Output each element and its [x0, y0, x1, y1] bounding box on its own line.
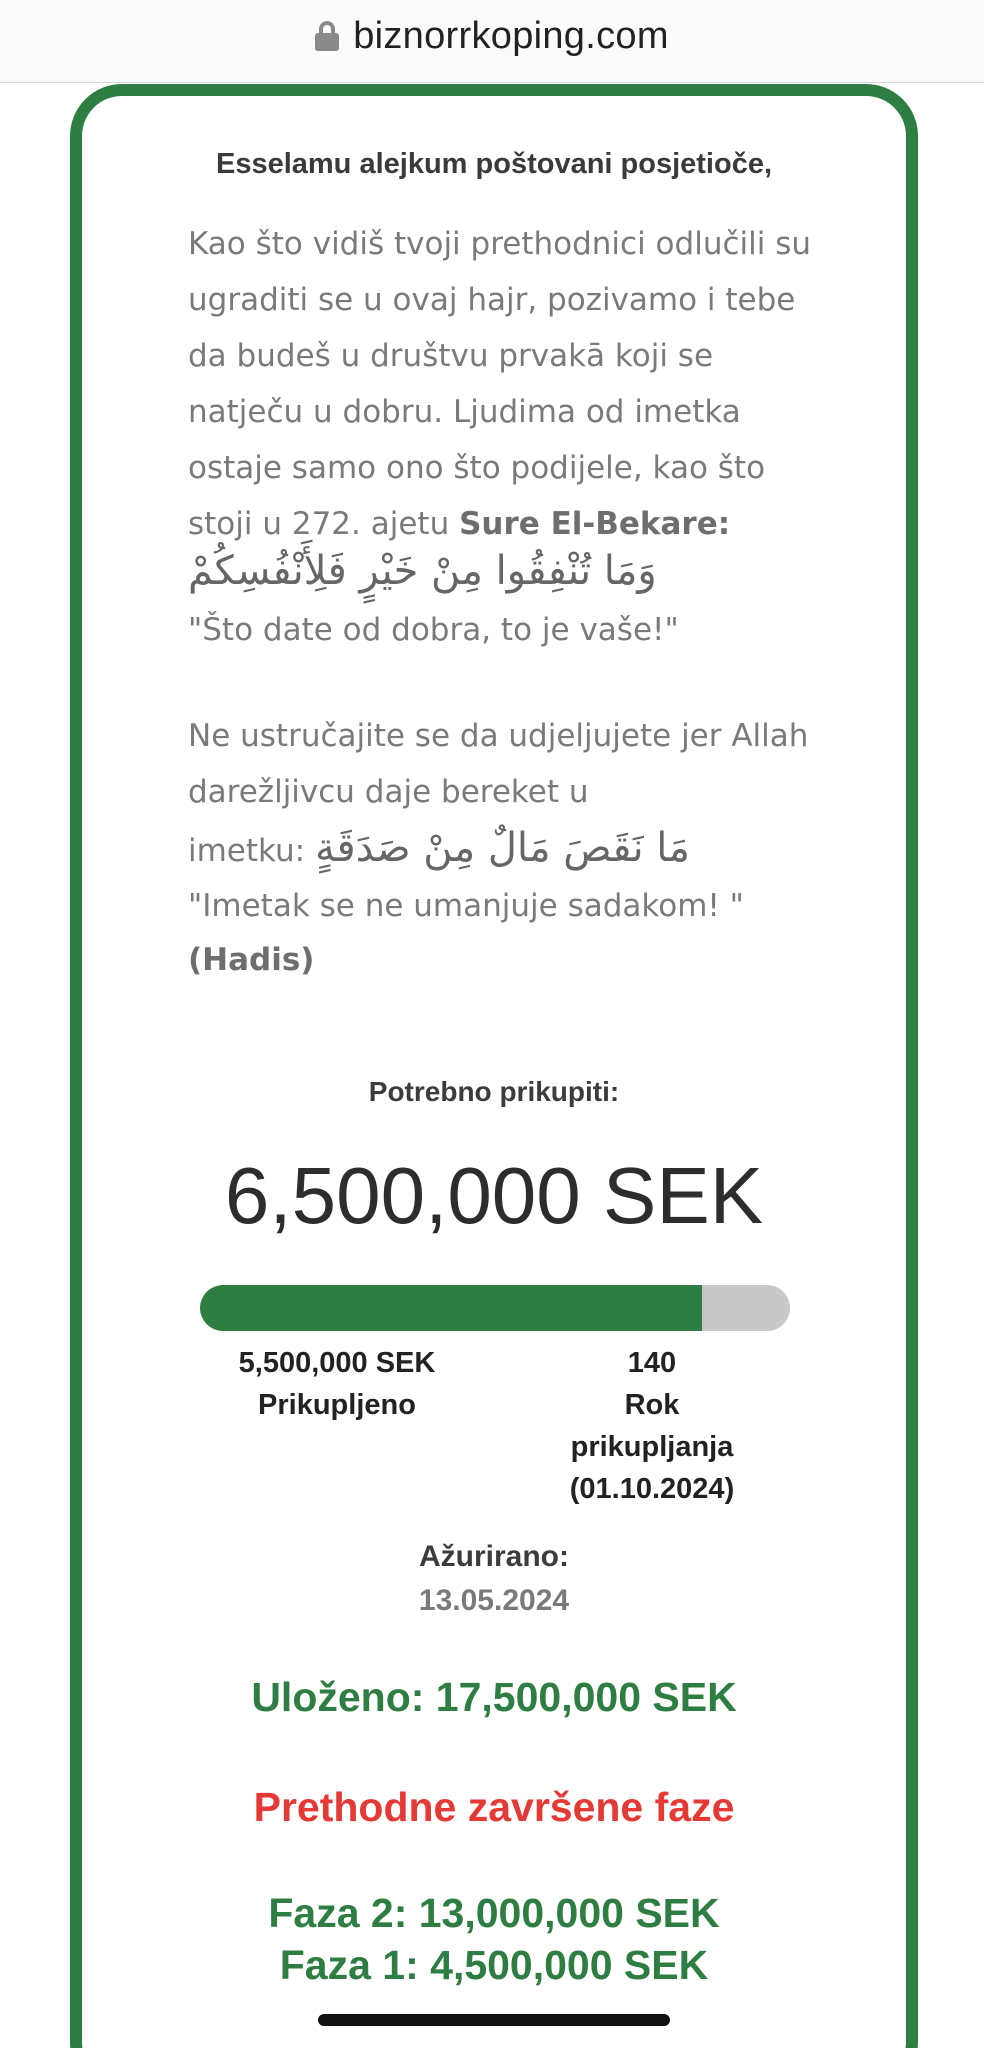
surah-name: Sure El-Bekare:	[459, 506, 731, 542]
progress-bar	[200, 1285, 790, 1331]
arabic-verse-1: وَمَا تُنْفِقُوا مِنْ خَيْرٍ فَلِأَنْفُسِكُمْ	[188, 548, 657, 594]
quote-1: "Što date od dobra, to je vaše!"	[188, 612, 679, 648]
deadline-stat	[502, 1342, 802, 1510]
url-text[interactable]: biznorrkoping.com	[353, 14, 669, 57]
greeting: Esselamu alejkum poštovani posjetioče,	[215, 148, 773, 180]
arabic-hadith: مَا نَقَصَ مَالٌ مِنْ صَدَقَةٍ	[315, 825, 690, 871]
collected-stat	[192, 1342, 482, 1426]
deadline-label-2: prikupljanja	[570, 1431, 734, 1463]
phase-2: Faza 2: 13,000,000 SEK	[268, 1890, 720, 1936]
deadline-date: (01.10.2024)	[569, 1473, 735, 1505]
browser-url-bar[interactable]	[0, 0, 984, 83]
arabic-verse-1-wrap	[188, 548, 828, 594]
paragraph-2: Ne ustručajite se da udjeljujete jer Allah darežljivcu daje bereket u	[188, 718, 809, 810]
invested-total: Uloženo: 17,500,000 SEK	[251, 1674, 737, 1720]
lock-icon	[315, 21, 339, 51]
progress-fill	[200, 1285, 702, 1331]
url-wrap	[315, 15, 669, 58]
home-indicator[interactable]	[318, 2014, 670, 2026]
paragraph-1	[188, 216, 828, 552]
quote-2: "Imetak se ne umanjuje sadakom! "	[188, 888, 744, 924]
phase-1: Faza 1: 4,500,000 SEK	[279, 1942, 709, 1988]
updated-label: Ažurirano:	[419, 1540, 569, 1573]
collected-label: Prikupljeno	[258, 1389, 416, 1421]
hadis-text: (Hadis)	[188, 942, 315, 978]
needed-amount: 6,500,000 SEK	[224, 1151, 764, 1240]
previous-phases-title: Prethodne završene faze	[253, 1784, 735, 1830]
campaign-card	[70, 84, 918, 2048]
deadline-label-1: Rok	[624, 1389, 680, 1421]
updated-date: 13.05.2024	[418, 1584, 570, 1617]
paragraph-2-tail: imetku:	[188, 833, 306, 869]
needed-label: Potrebno prikupiti:	[368, 1076, 620, 1107]
collected-amount: 5,500,000 SEK	[238, 1347, 436, 1379]
days-left: 140	[627, 1347, 677, 1379]
hadis-label	[188, 932, 828, 988]
paragraph-2-tail-line	[188, 820, 828, 879]
paragraph-1-text: Kao što vidiš tvoji prethodnici odlučili su ugraditi se u ovaj hajr, pozivamo i tebe da budeš u društvu prvakā koji se natječu u dobru. Ljudima od imetka ostaje samo ono što podijele, kao što stoji u 272. ajetu	[188, 226, 811, 542]
